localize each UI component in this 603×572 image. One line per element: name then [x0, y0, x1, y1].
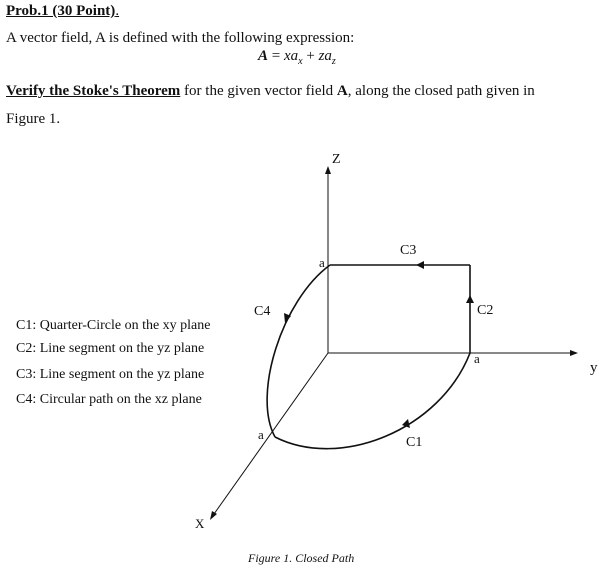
y-axis-arrow [570, 350, 578, 356]
intro-text: A vector field, A is defined with the following expression: [6, 30, 355, 46]
equation-term2: za [318, 48, 332, 64]
equation-sub1: x [298, 56, 303, 67]
point-a-bottom: a [258, 427, 264, 442]
curve-c4 [267, 265, 330, 437]
problem-title: Prob.1 (30 Point). [6, 3, 120, 19]
z-axis-arrow [325, 166, 331, 174]
point-a-right: a [474, 351, 480, 366]
point-a-top: a [319, 255, 325, 270]
c4-label: C4 [254, 304, 271, 319]
c2-label: C2 [477, 303, 494, 318]
c1-label: C1 [406, 435, 423, 450]
task-statement-line2: Figure 1. [6, 111, 61, 127]
figure-caption: Figure 1. Closed Path [248, 551, 355, 565]
legend-c3: C3: Line segment on the yz plane [16, 367, 205, 382]
legend-c4: C4: Circular path on the xz plane [16, 392, 202, 407]
y-axis-label: y [590, 360, 598, 376]
c3-direction-arrow [416, 261, 424, 269]
curve-c1 [275, 353, 470, 449]
equation-term1: xa [283, 48, 299, 64]
equation-plus: + [302, 48, 319, 64]
legend-c2: C2: Line segment on the yz plane [16, 341, 205, 356]
c3-label: C3 [400, 243, 417, 258]
legend-c1: C1: Quarter-Circle on the xy plane [16, 318, 211, 333]
task-heading: Verify the Stoke's Theorem [6, 83, 181, 99]
x-axis [214, 353, 328, 514]
equation-sub2: z [331, 56, 336, 67]
x-axis-label: X [195, 516, 205, 531]
task-statement: Verify the Stoke's Theorem for the given vector field A, along the closed path given in [6, 83, 535, 99]
x-axis-arrow [210, 511, 217, 520]
equation-equals: = [268, 48, 284, 64]
z-axis-label: Z [332, 152, 341, 167]
equation-lhs: A [258, 48, 269, 64]
c2-direction-arrow [466, 295, 474, 303]
